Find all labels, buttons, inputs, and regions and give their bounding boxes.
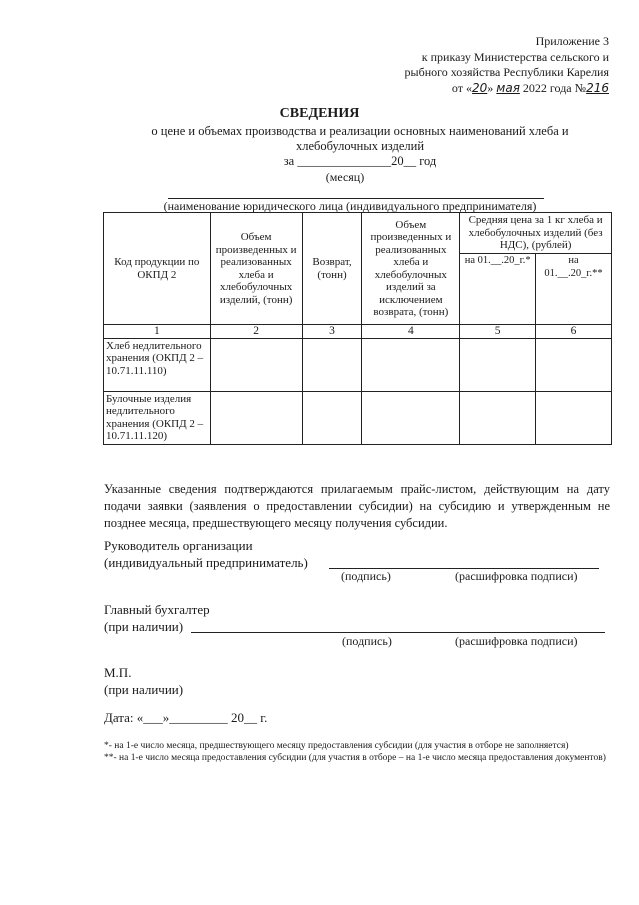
- appendix-line-2: к приказу Министерства сельского и: [421, 49, 609, 64]
- table-row: [104, 391, 612, 444]
- table-cell[interactable]: [302, 338, 362, 391]
- column-number: 2: [210, 325, 302, 339]
- stamp-note: (при наличии): [104, 682, 184, 697]
- footnote-1: *- на 1-е число месяца, предшествующего месяцу предоставления субсидии (для участия в отборе не заполняется): [104, 741, 569, 751]
- legal-name-caption: (наименование юридического лица (индивидуального предпринимателя): [163, 199, 537, 213]
- table-cell[interactable]: [210, 338, 302, 391]
- header-return: Возврат, (тонн): [302, 213, 362, 325]
- document-title: СВЕДЕНИЯ: [279, 106, 360, 121]
- accountant-subtitle: (при наличии): [104, 619, 184, 634]
- header-code: Код продукции по ОКПД 2: [104, 213, 211, 325]
- accountant-caption-decode: (расшифровка подписи): [455, 634, 578, 648]
- column-number: 6: [536, 325, 612, 339]
- reporting-period: за _______________20__ год: [283, 154, 437, 168]
- head-caption-sign: (подпись): [341, 569, 391, 583]
- column-number: 1: [104, 325, 211, 339]
- appendix-date-line: [309, 81, 609, 97]
- table-cell[interactable]: [460, 338, 536, 391]
- data-table: [103, 212, 612, 445]
- footnotes: [104, 740, 610, 764]
- header-avg-price: Средняя цена за 1 кг хлеба и хлебобулочных изделий (без НДС), (рублей): [460, 213, 612, 254]
- table-cell[interactable]: [460, 391, 536, 444]
- year-text: 2022 года №: [519, 80, 587, 95]
- date-mid: »: [487, 80, 497, 95]
- handwritten-number: 216: [586, 80, 609, 95]
- footnote-2: **- на 1-е число месяца предоставления субсидии (для участия в отборе – на 1-е число месяца предоставления документов): [104, 753, 606, 763]
- row-label: Хлеб недлительного хранения (ОКПД 2 – 10.71.11.110): [104, 338, 211, 391]
- header-volume: Объем произведенных и реализованных хлеба и хлебобулочных изделий, (тонн): [210, 213, 302, 325]
- document-subtitle: о цене и объемах производства и реализации основных наименований хлеба и хлебобулочных изделий: [151, 124, 569, 153]
- confirmation-text: Указанные сведения подтверждаются прилагаемым прайс-листом, действующим на дату подачи заявки (заявления о предоставлении субсидии) на субсидию и утвержденным не позднее месяца, предшествующего месяцу получения субсидии.: [104, 482, 610, 530]
- appendix-header: [309, 34, 609, 96]
- table-row: [104, 338, 612, 391]
- accountant-signature-line[interactable]: [191, 632, 605, 633]
- head-subtitle: (индивидуальный предприниматель): [104, 555, 308, 570]
- column-number: 5: [460, 325, 536, 339]
- handwritten-day: 20: [472, 80, 488, 95]
- header-volume-excl: Объем произведенных и реализованных хлеба и хлебобулочных изделий за исключением возврата, (тонн): [362, 213, 460, 325]
- head-title: Руководитель организации: [104, 538, 253, 553]
- head-caption-decode: (расшифровка подписи): [455, 569, 578, 583]
- header-price-at-1: на 01.__.20_г.*: [460, 254, 536, 325]
- column-number: 4: [362, 325, 460, 339]
- appendix-line-3: рыбного хозяйства Республики Карелия: [404, 65, 609, 79]
- stamp-label: М.П.: [104, 665, 132, 680]
- accountant-title: Главный бухгалтер: [104, 602, 210, 617]
- table-cell[interactable]: [362, 391, 460, 444]
- table-cell[interactable]: [302, 391, 362, 444]
- row-label: Булочные изделия недлительного хранения (ОКПД 2 – 10.71.11.120): [104, 391, 211, 444]
- column-number-row: [104, 325, 612, 339]
- accountant-caption-sign: (подпись): [342, 634, 392, 648]
- column-number: 3: [302, 325, 362, 339]
- date-line: Дата: «___»_________ 20__ г.: [104, 710, 268, 725]
- date-prefix: от «: [451, 80, 473, 95]
- header-price-at-2: на 01.__.20_г.**: [536, 254, 612, 325]
- table-cell[interactable]: [362, 338, 460, 391]
- period-caption: (месяц): [325, 170, 365, 184]
- appendix-line-1: Приложение 3: [535, 34, 609, 48]
- table-cell[interactable]: [536, 391, 612, 444]
- table-cell[interactable]: [536, 338, 612, 391]
- table-header-row: [104, 213, 612, 254]
- handwritten-month: мая: [496, 80, 520, 95]
- table-cell[interactable]: [210, 391, 302, 444]
